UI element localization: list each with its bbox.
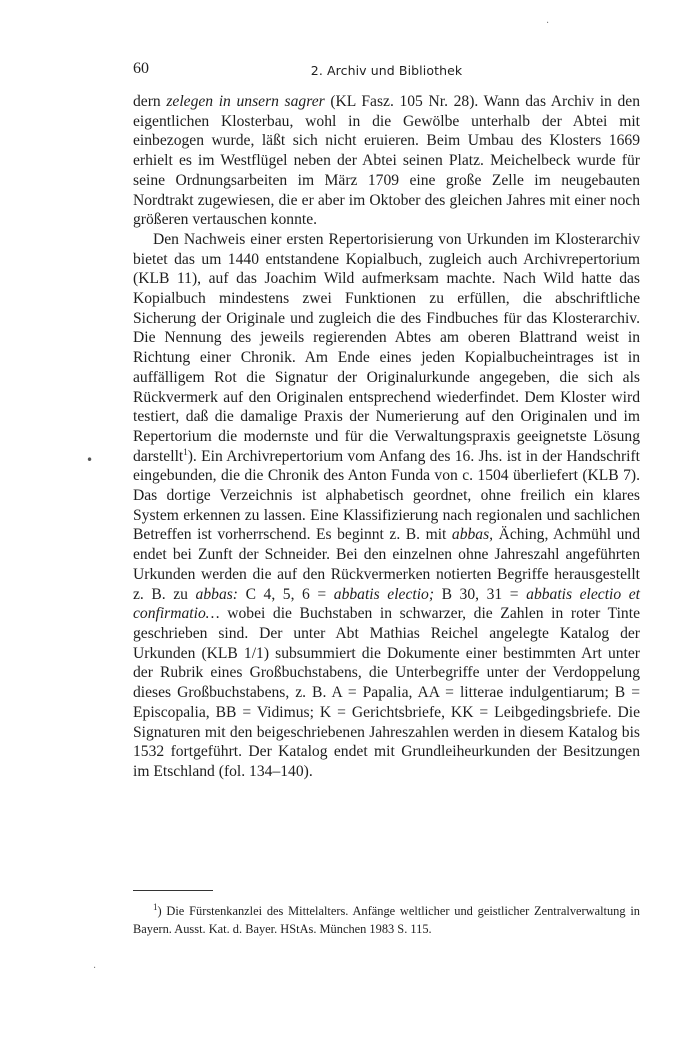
body-text bbox=[133, 92, 640, 782]
p1-tail: (KL Fasz. 105 Nr. 28). Wann das Archiv in den eigentlichen Klosterbau, wohl in die Gewölbe unterhalb der Abtei mit einbezogen wurde, läßt sich nicht eruieren. Beim Umbau des Klosters 1669 erhielt es im Westflügel neben der Abtei seinen Platz. Meichelbeck wurde für seine Ordnungsarbeiten im März 1709 eine große Zelle im neugebauten Nordtrakt zugewiesen, die er aber im Oktober des gleichen Jahres mit einer noch größeren vertauschen konnte. bbox=[133, 93, 640, 229]
p2-part-d: C 4, 5, 6 = bbox=[238, 585, 334, 603]
p2-part-b: ). Ein Archivrepertorium vom Anfang des 16. Jhs. ist in der Handschrift eingebunden, die die Chronik des Anton Funda von c. 1504 überliefert (KLB 7). Das dortige Verzeichnis ist alphabetisch geordnet, ohne freilich ein klares System erkennen zu lassen. Eine Klassifizierung nach regionalen und sachlichen Betreffen ist vorherrschend. Es beginnt z. B. mit bbox=[133, 447, 640, 544]
footnote-text: ) Die Fürstenkanzlei des Mittelalters. Anfänge weltlicher und geistlicher Zentralverwaltung in Bayern. Ausst. Kat. d. Bayer. HStAs. München 1983 S. 115. bbox=[133, 904, 640, 936]
paragraph-1 bbox=[133, 92, 640, 230]
footnote bbox=[133, 903, 640, 938]
footnote-reference[interactable]: 1 bbox=[183, 446, 188, 457]
lower-speck-mark: · bbox=[93, 963, 97, 974]
p2-italic-confirmatio: abbatis electio et confirmatio… bbox=[133, 585, 641, 623]
footnote-divider bbox=[133, 890, 213, 891]
page-header bbox=[133, 60, 640, 82]
p2-italic-abbas: abbas, bbox=[451, 526, 494, 544]
p2-italic-abbas-colon: abbas: bbox=[195, 585, 238, 603]
page-number: 60 bbox=[133, 60, 149, 77]
p2-italic-electio: abbatis electio; bbox=[333, 585, 435, 603]
p1-italic-quote: zelegen in unsern sagrer bbox=[166, 93, 325, 110]
p2-part-c: Äching, Achmühl und endet bei Zunft der Schneider. Bei den einzelnen ohne Jahreszahl angeführten Urkunden werden die auf den Rückvermerken notierten Begriffe herausgestellt z. B. zu bbox=[133, 526, 640, 603]
footnote-marker: 1 bbox=[153, 901, 158, 912]
paragraph-2 bbox=[133, 230, 640, 782]
p2-part-f: wobei die Buchstaben in schwarzer, die Zahlen in roter Tinte geschrieben sind. Der unter Abt Mathias Reichel angelegte Katalog der Urkunden (KLB 1/1) subsummiert die Dokumente einer bestimmten Art unter der Rubrik eines Großbuchstabens, die Unterbegriffe unter der Verdoppelung dieses Großbuchstabens, z. B. A = Papalia, AA = litterae indulgentiarum; B = Episcopalia, BB = Vidimus; K = Gerichtsbriefe, KK = Leibgedingsbriefe. Die Signaturen mit den beigeschriebenen Jahreszahlen werden in diesem Katalog bis 1532 fortgeführt. Der Katalog endet mit Grundleiheurkunden der Besitzungen im Etschland (fol. 134–140). bbox=[133, 605, 640, 780]
p1-lead: dern bbox=[133, 93, 167, 110]
margin-dot-mark: • bbox=[86, 453, 94, 467]
corner-speck-mark: · bbox=[546, 18, 550, 29]
p2-part-e: B 30, 31 = bbox=[434, 585, 527, 603]
footnote-1 bbox=[133, 903, 640, 938]
p2-part-a: Den Nachweis einer ersten Repertorisierung von Urkunden im Klosterarchiv bietet das um 1440 entstandene Kopialbuch, zugleich auch Archivrepertorium (KLB 11), auf das Joachim Wild aufmerksam machte. Nach Wild hatte das Kopialbuch mindestens zwei Funktionen zu erfüllen, die abschriftliche Sicherung der Originale und zugleich die des Findbuches für das Klosterarchiv. Die Nennung des jeweils regierenden Abtes am oberen Blattrand weist in Richtung einer Chronik. Am Ende eines jeden Kopialbucheintrages ist in auffälligem Rot die Signatur der Originalurkunde angegeben, die sich als Rückvermerk auf den Originalen entsprechend wiederfindet. Dem Kloster wird testiert, daß die damalige Praxis der Numerierung auf den Originalen und im Repertorium die modernste und für die Verwaltungspraxis geeignetste Lösung darstellt bbox=[133, 230, 640, 465]
running-head: 2. Archiv und Bibliothek bbox=[310, 63, 463, 78]
